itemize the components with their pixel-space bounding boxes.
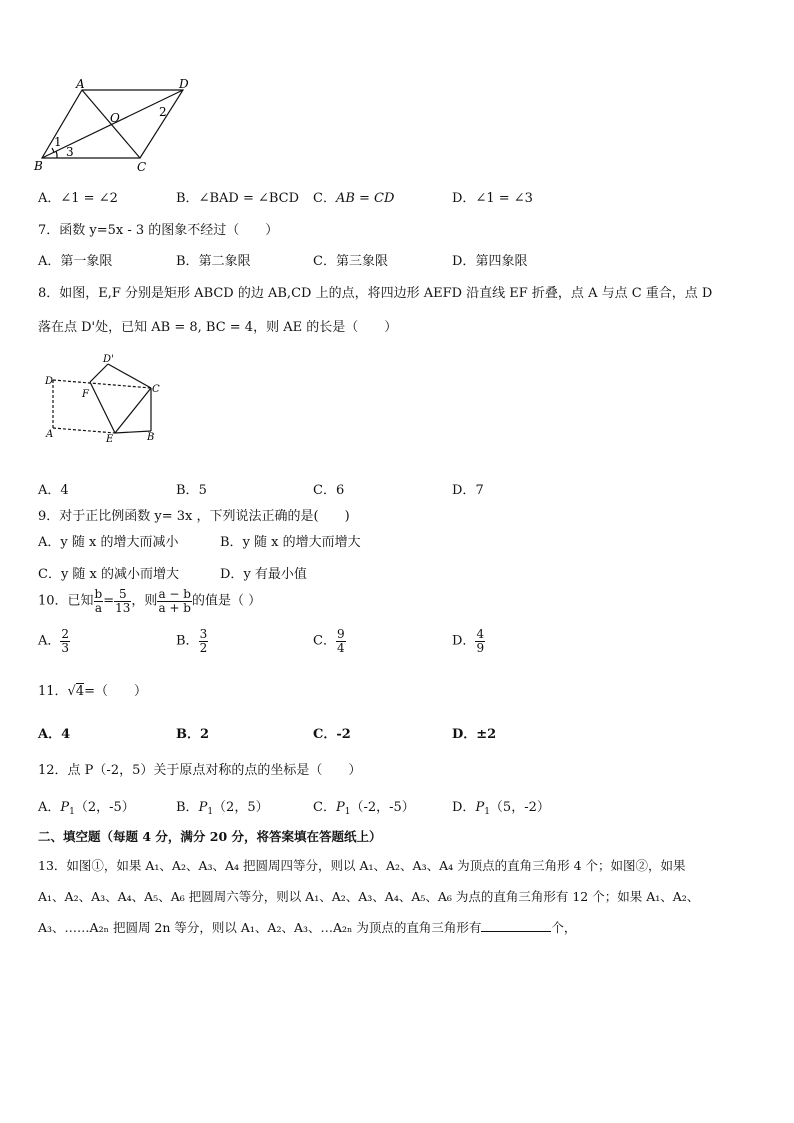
q11-option-c: C．-2	[313, 727, 351, 742]
q10-option-c: C． $\frac{9}{4}$	[313, 627, 345, 655]
q12-option-b: B．$P_1(2$，5）	[176, 800, 269, 817]
q7-option-d: D．第四象限	[452, 254, 528, 269]
q13-line1: 13．如图①，如果 A₁、A₂、A₃、A₄ 把圆周四等分，则以 A₁、A₂、A₃、A₄ 为顶点的直角三角形 4 个；如图②，如果	[38, 858, 686, 873]
angle-3-label: 3	[66, 145, 74, 159]
q7-option-b: B．第二象限	[176, 254, 251, 269]
label-F: F	[82, 389, 89, 400]
q10-stem: 10．已知 $\frac{b}{a}$ = $\frac{5}{13}$ ，则 $\frac{a - b}{a + b}$ 的值是（ ）	[38, 587, 262, 615]
q10-given-fraction: $\frac{b}{a}$	[94, 587, 103, 615]
q11-option-b: B．2	[176, 727, 210, 742]
label-D-prime: D'	[103, 354, 114, 365]
q8-stem-line2: 落在点 D'处，已知 AB = 8, BC = 4，则 AE 的长是（ ）	[38, 320, 398, 335]
q7-option-a: A．第一象限	[38, 254, 113, 269]
label-A: A	[46, 429, 54, 440]
q8-option-d: D．7	[452, 483, 484, 498]
label-D: D	[179, 78, 189, 91]
q9-stem: 9．对于正比例函数 y= 3x ，下列说法正确的是( )	[38, 509, 350, 524]
q11-option-d: D．±2	[452, 727, 497, 742]
q10-option-d: D． $\frac{4}{9}$	[452, 627, 485, 655]
q9-option-a: A．y 随 x 的增大而减小	[38, 535, 179, 550]
q9-option-c: C．y 随 x 的减小而增大	[38, 567, 180, 582]
q13-line3: A₃、……A₂ₙ 把圆周 2n 等分，则以 A₁、A₂、A₃、…A₂ₙ 为顶点的直角三角形有 个，	[38, 920, 577, 935]
label-O: O	[110, 111, 120, 125]
label-A: A	[76, 78, 85, 91]
q10-option-b: B． $\frac{3}{2}$	[176, 627, 208, 655]
q12-stem: 12．点 P（-2，5）关于原点对称的点的坐标是（ ）	[38, 763, 362, 778]
q6-option-a: A．∠1 = ∠2	[38, 191, 118, 206]
answer-blank[interactable]	[481, 919, 551, 932]
q6-option-c: C．AB = CD	[313, 191, 395, 206]
q8-option-a: A．4	[38, 483, 69, 498]
q8-option-c: C．6	[313, 483, 345, 498]
q13-line2: A₁、A₂、A₃、A₄、A₅、A₆ 把圆周六等分，则以 A₁、A₂、A₃、A₄、A₅、A₆ 为点的直角三角形有 12 个；如果 A₁、A₂、	[38, 889, 700, 904]
angle-1-label: 1	[54, 135, 62, 149]
q10-expression-fraction: $\frac{a - b}{a + b}$	[158, 587, 191, 615]
q12-option-a: A．$P_1(2$，-5）	[38, 800, 135, 817]
q10-option-a: A． $\frac{2}{3}$	[38, 627, 70, 655]
q10-value-fraction: $\frac{5}{13}$	[115, 587, 131, 615]
label-C: C	[152, 384, 160, 395]
q8-stem-line1: 8．如图，E,F 分别是矩形 ABCD 的边 AB,CD 上的点，将四边形 AEFD 沿直线 EF 折叠，点 A 与点 C 重合，点 D	[38, 286, 713, 301]
q11-stem: 11．√4=（ ）	[38, 684, 148, 699]
q7-stem: 7．函数 y=5x - 3 的图象不经过（ ）	[38, 223, 279, 238]
label-B: B	[34, 159, 43, 173]
q8-option-b: B．5	[176, 483, 207, 498]
label-E: E	[106, 434, 114, 445]
section-heading-fill-in: 二、填空题（每题 4 分，满分 20 分，将答案填在答题纸上）	[38, 829, 382, 844]
q11-option-a: A．4	[38, 727, 71, 742]
label-D: D	[45, 376, 54, 387]
figure-parallelogram	[30, 78, 200, 176]
q12-option-d: D．$P_1(5$，-2）	[452, 800, 550, 817]
q12-option-c: C．$P_1(-2$，-5）	[313, 800, 415, 817]
label-C: C	[137, 160, 147, 174]
figure-folded-rectangle	[40, 350, 170, 465]
angle-2-label: 2	[159, 105, 167, 119]
q7-option-c: C．第三象限	[313, 254, 388, 269]
q9-option-b: B．y 随 x 的增大而增大	[220, 535, 361, 550]
q6-option-d: D．∠1 = ∠3	[452, 191, 533, 206]
q9-option-d: D．y 有最小值	[220, 567, 307, 582]
sqrt-symbol: √	[67, 684, 76, 699]
q6-option-b: B．∠BAD = ∠BCD	[176, 191, 300, 206]
label-B: B	[147, 432, 155, 443]
